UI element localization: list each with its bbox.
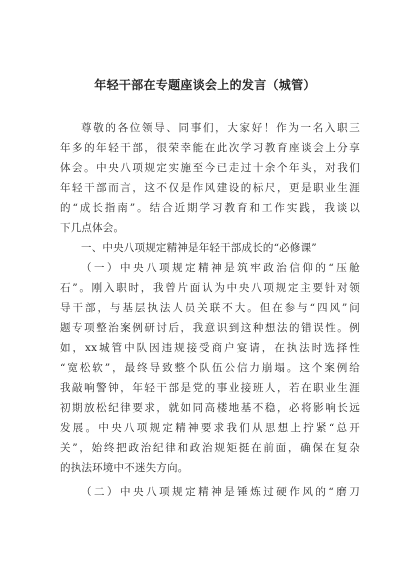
paragraph-line: 下几点体会。 [60,222,125,234]
document-title: 年轻干部在专题座谈会上的发言（城管） [94,78,316,92]
paragraph-line: 初期放松纪律要求，就如同高楼地基不稳，必将影响长远 [60,402,360,414]
section-heading: 一、中央八项规定精神是年轻干部成长的“必修课” [81,242,317,254]
paragraph-line: （一）中央八项规定精神是筑牢政治信仰的“压舱 [81,262,360,274]
paragraph-line: 年轻干部而言，这不仅是作风建设的标尺，更是职业生涯 [60,182,360,194]
paragraph-line: 体会。中央八项规定实施至今已走过十余个年头，对我们 [60,162,360,174]
paragraph-line: 石”。刚入职时，我曾片面认为中央八项规定主要针对领 [60,282,360,294]
paragraph-line: 尊敬的各位领导、同事们，大家好！作为一名入职三 [81,122,360,134]
paragraph-line: （二）中央八项规定精神是锤炼过硬作风的“磨刀 [81,486,360,498]
paragraph-line: 题专项整治案例研讨后，我意识到这种想法的错误性。例 [60,322,360,334]
paragraph-line: 的执法环境中不迷失方向。 [60,462,189,474]
paragraph-line: 导干部，与基层执法人员关联不大。但在参与“四风”问 [60,302,360,314]
paragraph-line: 关”，始终把政治纪律和政治规矩挺在前面，确保在复杂 [60,442,360,454]
paragraph-line: 如，xx城管中队因违规接受商户宴请，在执法时选择性 [60,342,360,354]
paragraph-line: “宽松软”，最终导致整个队伍公信力崩塌。这个案例给 [60,362,360,374]
paragraph-line: 年多的年轻干部，很荣幸能在此次学习教育座谈会上分享 [60,142,360,154]
paragraph-line: 发展。中央八项规定精神要求我们从思想上拧紧“总开 [60,422,360,434]
paragraph-line: 的“成长指南”。结合近期学习教育和工作实践，我谈以 [60,202,360,214]
paragraph-line: 我敲响警钟，年轻干部是党的事业接班人，若在职业生涯 [60,382,360,394]
